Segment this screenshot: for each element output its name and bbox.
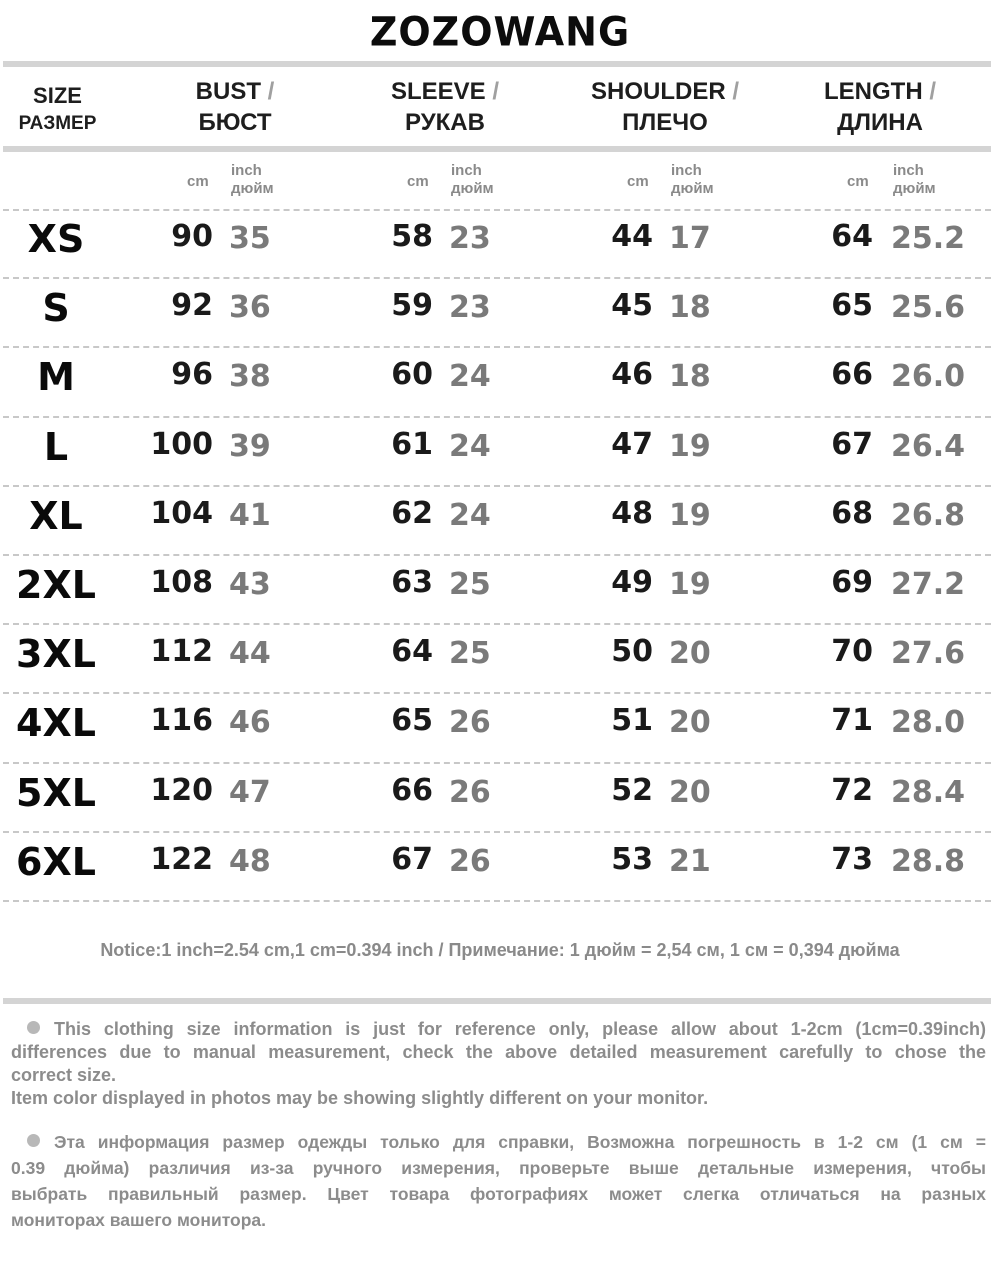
row-divider [3, 762, 991, 764]
cm-value: 116 [150, 703, 213, 739]
disclaimer-ru-line4: мониторах вашего монитора. [11, 1210, 267, 1230]
disclaimer-en-line4: Item color displayed in photos may be showing slightly different on your monitor. [11, 1088, 709, 1108]
inch-value: 26.8 [891, 497, 966, 533]
inch-value: 27.2 [891, 567, 966, 602]
inch-value: 47 [229, 774, 271, 810]
cm-value: 47 [611, 426, 653, 462]
table-row [0, 486, 1000, 555]
cm-value: 62 [391, 495, 433, 531]
cm-value: 67 [831, 426, 873, 462]
top-divider [3, 61, 991, 67]
inch-value: 28.4 [891, 774, 966, 810]
disclaimer-en-line2: differences due to manual measurement, check the above detailed measurement carefully to chose the [11, 1042, 986, 1062]
cm-value: 92 [171, 288, 213, 324]
size-label: 5XL [16, 770, 96, 815]
header-sleeve: SLEEVE / РУКАВ [360, 76, 530, 138]
inch-value: 46 [229, 705, 271, 741]
header-sleeve-ru: РУКАВ [405, 109, 485, 136]
row-divider [3, 277, 991, 279]
inch-value: 24 [449, 428, 491, 464]
cm-value: 120 [150, 772, 213, 808]
cm-value: 58 [391, 219, 433, 254]
row-divider [3, 209, 991, 211]
row-divider [3, 554, 991, 556]
cm-value: 73 [831, 841, 873, 877]
cm-value: 69 [831, 565, 873, 600]
row-divider [3, 416, 991, 418]
inch-value: 20 [669, 774, 711, 810]
bullet-icon [27, 1021, 40, 1034]
inch-value: 20 [669, 705, 711, 741]
size-label: XS [27, 217, 85, 261]
inch-value: 25.6 [891, 290, 966, 326]
unit-cm: cm [187, 173, 209, 190]
inch-value: 25.2 [891, 221, 966, 256]
inch-value: 43 [229, 567, 271, 602]
inch-value: 17 [669, 221, 711, 256]
table-row [0, 763, 1000, 832]
inch-value: 36 [229, 290, 271, 326]
cm-value: 49 [611, 565, 653, 600]
row-divider [3, 900, 991, 902]
inch-value: 27.6 [891, 636, 966, 672]
inch-value: 25 [449, 567, 491, 602]
unit-cm: cm [407, 173, 429, 190]
unit-inch: inch дюйм [671, 162, 714, 197]
table-row [0, 624, 1000, 693]
inch-value: 19 [669, 497, 711, 533]
inch-value: 26.0 [891, 359, 966, 395]
inch-value: 23 [449, 221, 491, 256]
cm-value: 70 [831, 634, 873, 670]
size-label: M [37, 355, 75, 400]
cm-value: 122 [150, 841, 213, 877]
disclaimer-ru-line2: 0.39 дюйма) различия из-за ручного измерения, проверьте выше детальные измерения, чтобы [11, 1158, 986, 1178]
header-length-en: LENGTH [823, 78, 923, 105]
inch-value: 41 [229, 497, 271, 533]
unit-cm: cm [627, 173, 649, 190]
inch-value: 38 [229, 359, 271, 395]
inch-value: 26 [449, 705, 491, 741]
disclaimer-en-line3: correct size. [11, 1065, 117, 1085]
inch-value: 26 [449, 774, 491, 810]
header-size-en: SIZE [33, 83, 82, 108]
header-shoulder-en: SHOULDER [590, 78, 726, 105]
inch-value: 35 [229, 221, 271, 256]
header-shoulder: SHOULDER / ПЛЕЧО [570, 76, 760, 138]
row-divider [3, 623, 991, 625]
cm-value: 65 [831, 288, 873, 324]
header-sleeve-en: SLEEVE [390, 78, 486, 105]
size-label: L [43, 424, 69, 469]
header-shoulder-ru: ПЛЕЧО [622, 109, 708, 136]
cm-value: 112 [150, 634, 213, 670]
inch-value: 24 [449, 497, 491, 533]
cm-value: 68 [831, 495, 873, 531]
cm-value: 104 [150, 495, 213, 531]
disclaimer-ru [11, 1129, 986, 1233]
conversion-notice: Notice:1 inch=2.54 cm,1 cm=0.394 inch / Примечание: 1 дюйм = 2,54 см, 1 см = 0,394 дюйма [100, 940, 900, 960]
cm-value: 61 [391, 426, 433, 462]
table-row [0, 832, 1000, 901]
size-label: 3XL [16, 632, 96, 677]
footer-divider [3, 998, 991, 1004]
header-size-ru: РАЗМЕР [18, 113, 97, 134]
size-label: S [42, 286, 70, 331]
unit-cm: cm [847, 173, 869, 190]
brand-logo: ZOZOWANG [369, 8, 631, 56]
header-bust-ru: БЮСТ [198, 109, 272, 136]
size-label: 4XL [16, 701, 96, 746]
row-divider [3, 831, 991, 833]
cm-value: 63 [391, 565, 433, 600]
inch-value: 26 [449, 843, 491, 879]
disclaimer-ru-line3: выбрать правильный размер. Цвет товара фотографиях может слегка отличаться на разных [11, 1184, 986, 1204]
table-row [0, 417, 1000, 486]
size-label: 6XL [16, 839, 96, 884]
cm-value: 46 [611, 357, 653, 393]
inch-value: 28.8 [891, 843, 966, 879]
size-label: 2XL [16, 563, 96, 607]
inch-value: 48 [229, 843, 271, 879]
cm-value: 50 [611, 634, 653, 670]
cm-value: 48 [611, 495, 653, 531]
inch-value: 20 [669, 636, 711, 672]
cm-value: 90 [171, 219, 213, 254]
inch-value: 19 [669, 567, 711, 602]
inch-value: 19 [669, 428, 711, 464]
header-size [10, 82, 105, 138]
cm-value: 66 [391, 772, 433, 808]
inch-value: 18 [669, 290, 711, 326]
row-divider [3, 485, 991, 487]
inch-value: 21 [669, 843, 711, 879]
cm-value: 51 [611, 703, 653, 739]
inch-value: 23 [449, 290, 491, 326]
header-bust: BUST / БЮСТ [150, 76, 320, 138]
header-length: LENGTH / ДЛИНА [800, 76, 960, 138]
cm-value: 65 [391, 703, 433, 739]
cm-value: 66 [831, 357, 873, 393]
inch-value: 18 [669, 359, 711, 395]
inch-value: 44 [229, 636, 271, 672]
size-label: XL [29, 493, 83, 538]
header-divider [3, 146, 991, 152]
cm-value: 67 [391, 841, 433, 877]
cm-value: 45 [611, 288, 653, 324]
inch-value: 26.4 [891, 428, 966, 464]
inch-value: 24 [449, 359, 491, 395]
table-row [0, 278, 1000, 347]
cm-value: 64 [391, 634, 433, 670]
disclaimer-en-line1: This clothing size information is just for reference only, please allow about 1-2cm (1cm=0.39inch) [54, 1019, 986, 1039]
cm-value: 108 [150, 565, 213, 600]
unit-inch: inch дюйм [451, 162, 494, 197]
inch-value: 25 [449, 636, 491, 672]
inch-value: 39 [229, 428, 271, 464]
unit-inch: inch дюйм [893, 162, 936, 197]
cm-value: 96 [171, 357, 213, 393]
header-length-ru: ДЛИНА [837, 109, 923, 136]
cm-value: 71 [831, 703, 873, 739]
table-row [0, 693, 1000, 762]
disclaimer-ru-line1: Эта информация размер одежды только для справки, Возможна погрешность в 1-2 см (1 см = [54, 1132, 986, 1152]
table-row [0, 555, 1000, 624]
header-bust-en: BUST [195, 78, 261, 105]
table-row [0, 209, 1000, 278]
row-divider [3, 346, 991, 348]
cm-value: 60 [391, 357, 433, 393]
cm-value: 59 [391, 288, 433, 324]
cm-value: 64 [831, 219, 873, 254]
cm-value: 100 [150, 426, 213, 462]
disclaimer-en [11, 1018, 986, 1110]
cm-value: 44 [611, 219, 653, 254]
bullet-icon [27, 1134, 40, 1147]
cm-value: 53 [611, 841, 653, 877]
table-row [0, 347, 1000, 416]
cm-value: 72 [831, 772, 873, 808]
cm-value: 52 [611, 772, 653, 808]
row-divider [3, 692, 991, 694]
unit-inch: inch дюйм [231, 162, 274, 197]
inch-value: 28.0 [891, 705, 966, 741]
